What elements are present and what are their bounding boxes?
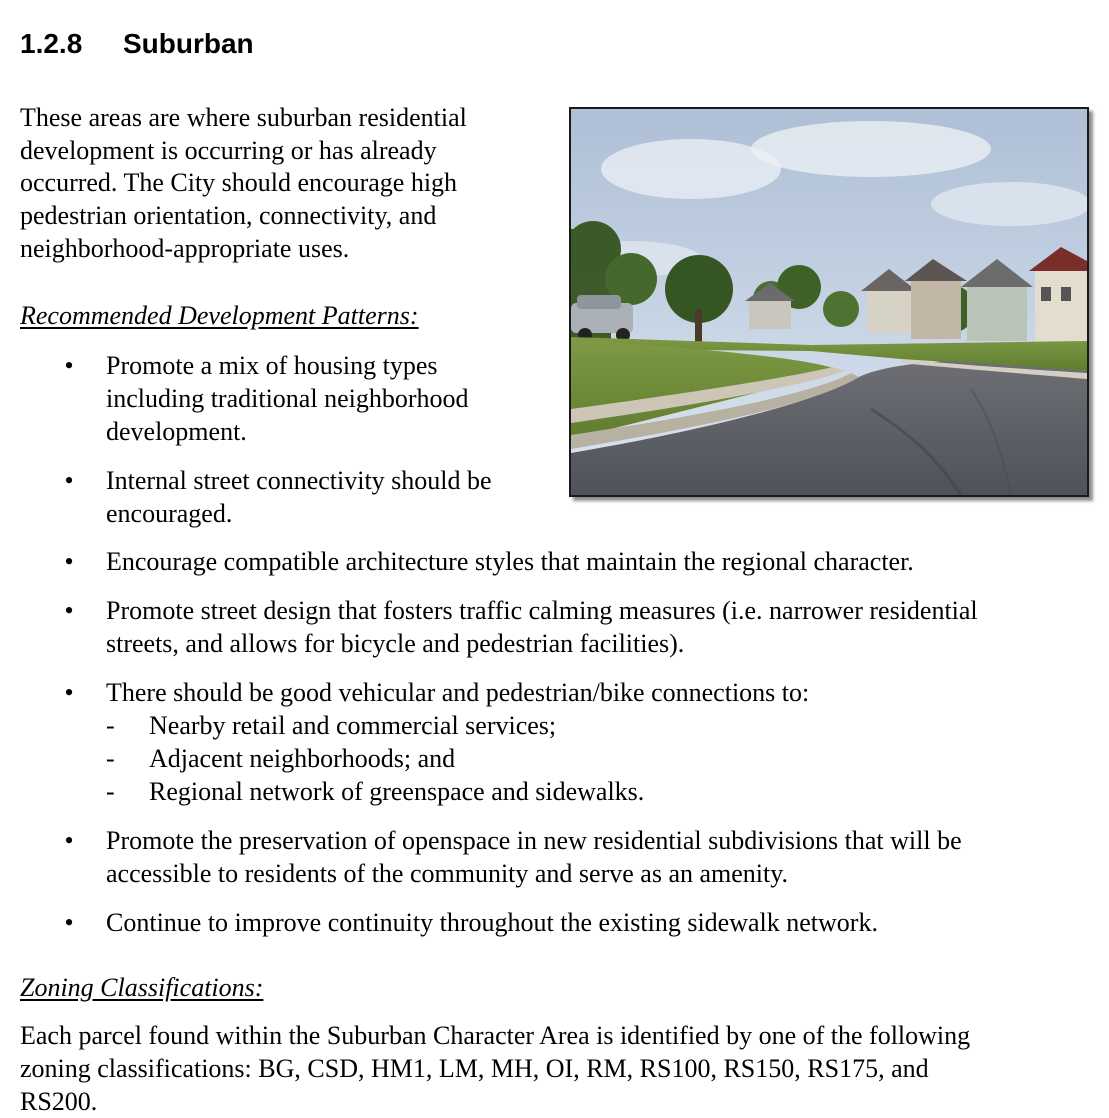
intro-line: pedestrian orientation, connectivity, and (20, 201, 437, 231)
bullet-text: streets, and allows for bicycle and pedestrian facilities). (106, 629, 685, 658)
bullet-text: Internal street connectivity should be (106, 466, 492, 495)
sub-list-text: Adjacent neighborhoods; and (149, 744, 456, 773)
section-title: Suburban (123, 28, 254, 59)
bullet-marker: • (64, 908, 74, 937)
intro-line: These areas are where suburban residential (20, 103, 467, 132)
bullet-text: Promote the preservation of openspace in new residential subdivisions that will be (106, 826, 962, 855)
bullet-text: development. (106, 417, 247, 446)
bullet-text: including traditional neighborhood (106, 384, 469, 413)
sub-list-dash: - (106, 777, 115, 806)
bullet-marker: • (64, 826, 74, 855)
intro-line: neighborhood-appropriate uses. (20, 233, 350, 263)
bullet-text: There should be good vehicular and pedestrian/bike connections to: (106, 678, 810, 707)
patterns-heading: Recommended Development Patterns: (20, 301, 419, 330)
bullet-text: Continue to improve continuity throughout the existing sidewalk network. (106, 908, 878, 937)
suburban-street-photo (569, 107, 1089, 497)
bullet-marker: • (64, 547, 74, 576)
section-number: 1.2.8 (20, 28, 83, 59)
bullet-text: accessible to residents of the community and serve as an amenity. (106, 859, 789, 888)
bullet-text: Encourage compatible architecture styles that maintain the regional character. (106, 547, 914, 576)
bullet-marker: • (64, 466, 74, 495)
intro-line: development is occurring or has already (20, 135, 437, 165)
zoning-line: zoning classifications: BG, CSD, HM1, LM, MH, OI, RM, RS100, RS150, RS175, and (20, 1054, 929, 1083)
sub-list-text: Nearby retail and commercial services; (149, 711, 557, 740)
intro-paragraph (20, 102, 540, 266)
zoning-line: RS200. (20, 1087, 98, 1116)
zoning-line: Each parcel found within the Suburban Character Area is identified by one of the following (20, 1021, 971, 1050)
section-heading (20, 24, 254, 64)
bullet-marker: • (64, 596, 74, 625)
zoning-paragraph (20, 1019, 970, 1118)
bullet-text: encouraged. (106, 499, 233, 528)
bullet-marker: • (64, 351, 74, 380)
sub-list-dash: - (106, 744, 115, 773)
sub-list-text: Regional network of greenspace and sidewalks. (149, 777, 645, 806)
bullet-text: Promote street design that fosters traffic calming measures (i.e. narrower residential (106, 596, 978, 625)
bullet-marker: • (64, 678, 74, 707)
zoning-heading: Zoning Classifications: (20, 973, 264, 1002)
intro-line: occurred. The City should encourage high (20, 168, 458, 198)
bullet-text: Promote a mix of housing types (106, 351, 438, 380)
sub-list-dash: - (106, 711, 115, 740)
